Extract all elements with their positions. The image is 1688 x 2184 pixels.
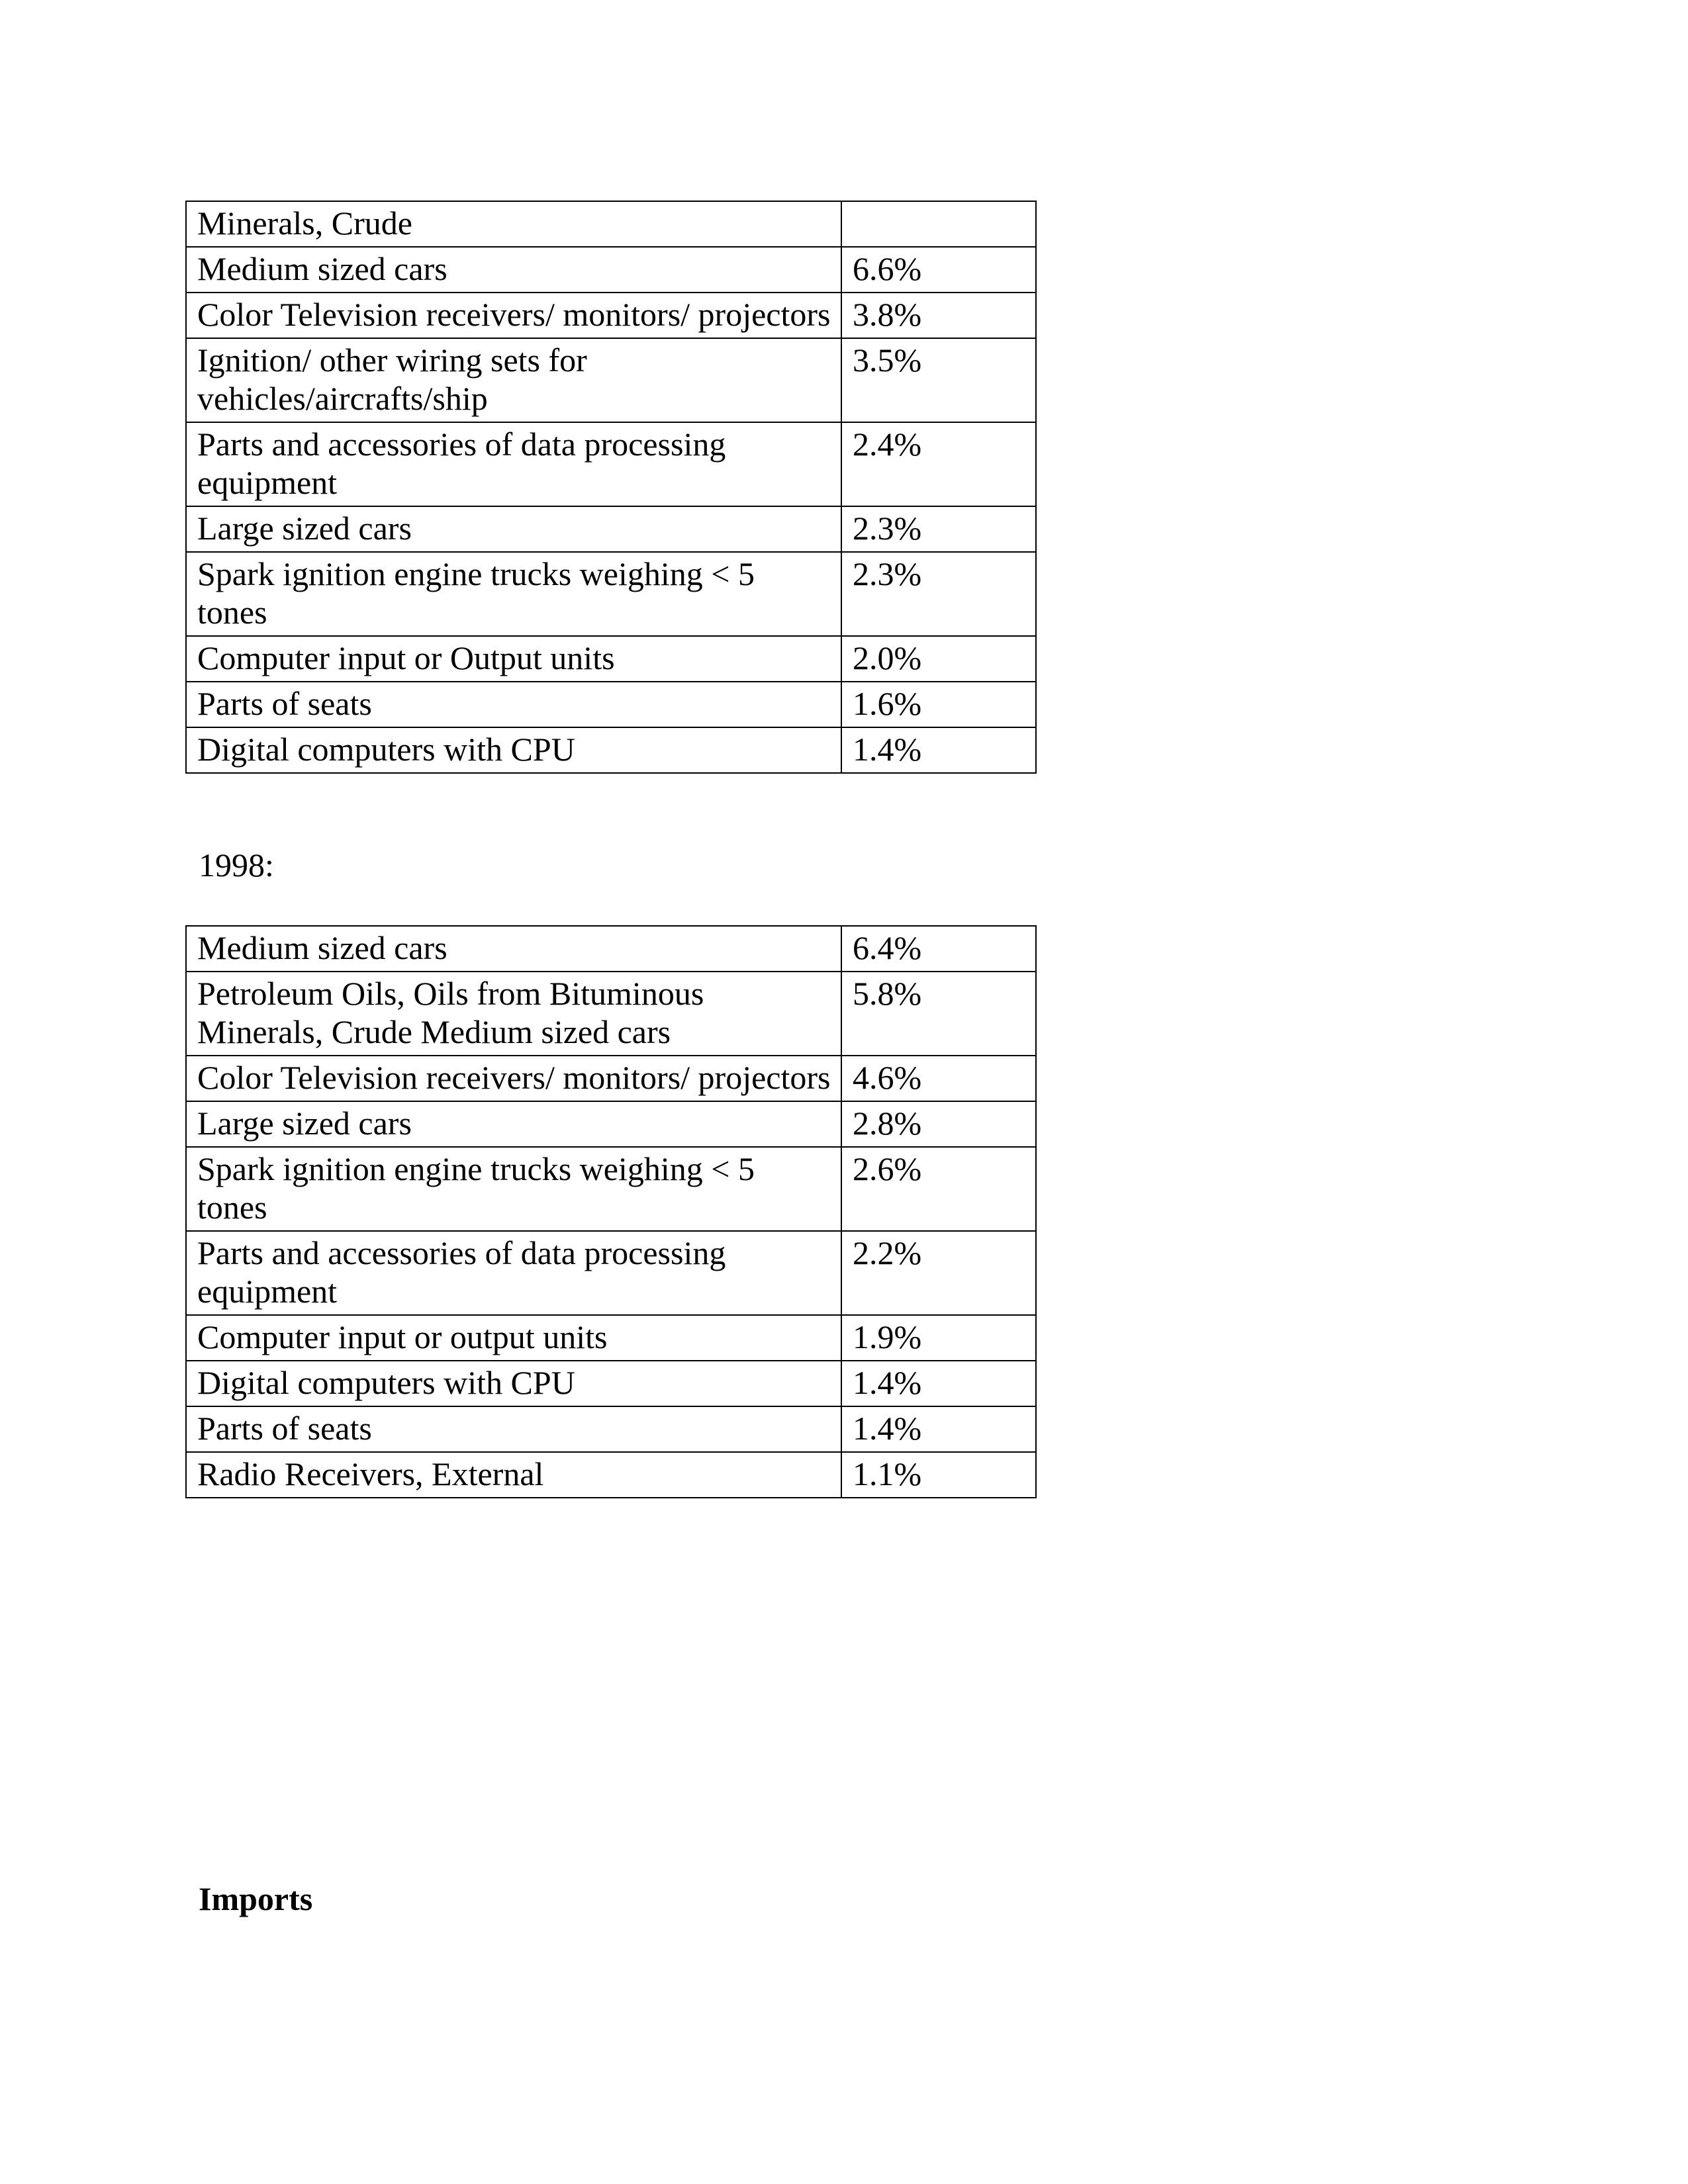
- table-row: [186, 293, 1036, 338]
- share-value: 1.4%: [841, 727, 1036, 773]
- commodity-name: Spark ignition engine trucks weighing < 5 tones: [186, 1147, 841, 1231]
- commodity-name: Parts of seats: [186, 682, 841, 727]
- top-commodities-table-1998: [185, 925, 1037, 1498]
- commodity-name: Ignition/ other wiring sets for vehicles/aircrafts/ship: [186, 338, 841, 422]
- table-row: [186, 201, 1036, 247]
- table-row: [186, 1315, 1036, 1361]
- share-value: 2.4%: [841, 422, 1036, 506]
- commodity-name: Parts of seats: [186, 1406, 841, 1452]
- table-row: [186, 552, 1036, 636]
- imports-heading: Imports: [199, 1880, 313, 1917]
- share-value: 2.3%: [841, 506, 1036, 552]
- share-value: [841, 201, 1036, 247]
- share-value: 4.6%: [841, 1056, 1036, 1101]
- share-value: 2.6%: [841, 1147, 1036, 1231]
- table-row: [186, 1361, 1036, 1406]
- table-row: [186, 338, 1036, 422]
- commodity-name: Petroleum Oils, Oils from Bituminous Minerals, Crude Medium sized cars: [186, 972, 841, 1056]
- table-row: [186, 682, 1036, 727]
- table-row: [186, 727, 1036, 773]
- share-value: 6.6%: [841, 247, 1036, 293]
- share-value: 2.0%: [841, 636, 1036, 682]
- commodity-name: Spark ignition engine trucks weighing < 5 tones: [186, 552, 841, 636]
- commodity-name: Minerals, Crude: [186, 201, 841, 247]
- commodity-name: Digital computers with CPU: [186, 727, 841, 773]
- commodity-name: Medium sized cars: [186, 926, 841, 972]
- table-body: [186, 926, 1036, 1498]
- commodity-name: Color Television receivers/ monitors/ projectors: [186, 293, 841, 338]
- table-row: [186, 972, 1036, 1056]
- commodity-name: Large sized cars: [186, 506, 841, 552]
- table-body: [186, 201, 1036, 773]
- table-row: [186, 1147, 1036, 1231]
- commodity-name: Digital computers with CPU: [186, 1361, 841, 1406]
- table-row: [186, 1452, 1036, 1498]
- commodity-name: Computer input or output units: [186, 1315, 841, 1361]
- table-row: [186, 636, 1036, 682]
- share-value: 2.3%: [841, 552, 1036, 636]
- table-row: [186, 926, 1036, 972]
- table-row: [186, 247, 1036, 293]
- share-value: 3.5%: [841, 338, 1036, 422]
- share-value: 1.1%: [841, 1452, 1036, 1498]
- table-row: [186, 1056, 1036, 1101]
- share-value: 5.8%: [841, 972, 1036, 1056]
- share-value: 6.4%: [841, 926, 1036, 972]
- share-value: 3.8%: [841, 293, 1036, 338]
- commodity-name: Color Television receivers/ monitors/ projectors: [186, 1056, 841, 1101]
- commodity-name: Radio Receivers, External: [186, 1452, 841, 1498]
- share-value: 2.2%: [841, 1231, 1036, 1315]
- share-value: 1.9%: [841, 1315, 1036, 1361]
- commodity-name: Medium sized cars: [186, 247, 841, 293]
- commodity-name: Parts and accessories of data processing equipment: [186, 1231, 841, 1315]
- commodity-name: Large sized cars: [186, 1101, 841, 1147]
- table-row: [186, 1101, 1036, 1147]
- share-value: 1.4%: [841, 1361, 1036, 1406]
- table-row: [186, 1231, 1036, 1315]
- table-row: [186, 506, 1036, 552]
- table-row: [186, 1406, 1036, 1452]
- share-value: 1.4%: [841, 1406, 1036, 1452]
- year-label-1998: 1998:: [199, 846, 274, 884]
- share-value: 1.6%: [841, 682, 1036, 727]
- table-row: [186, 422, 1036, 506]
- top-commodities-table-1997: [185, 201, 1037, 774]
- commodity-name: Computer input or Output units: [186, 636, 841, 682]
- share-value: 2.8%: [841, 1101, 1036, 1147]
- commodity-name: Parts and accessories of data processing equipment: [186, 422, 841, 506]
